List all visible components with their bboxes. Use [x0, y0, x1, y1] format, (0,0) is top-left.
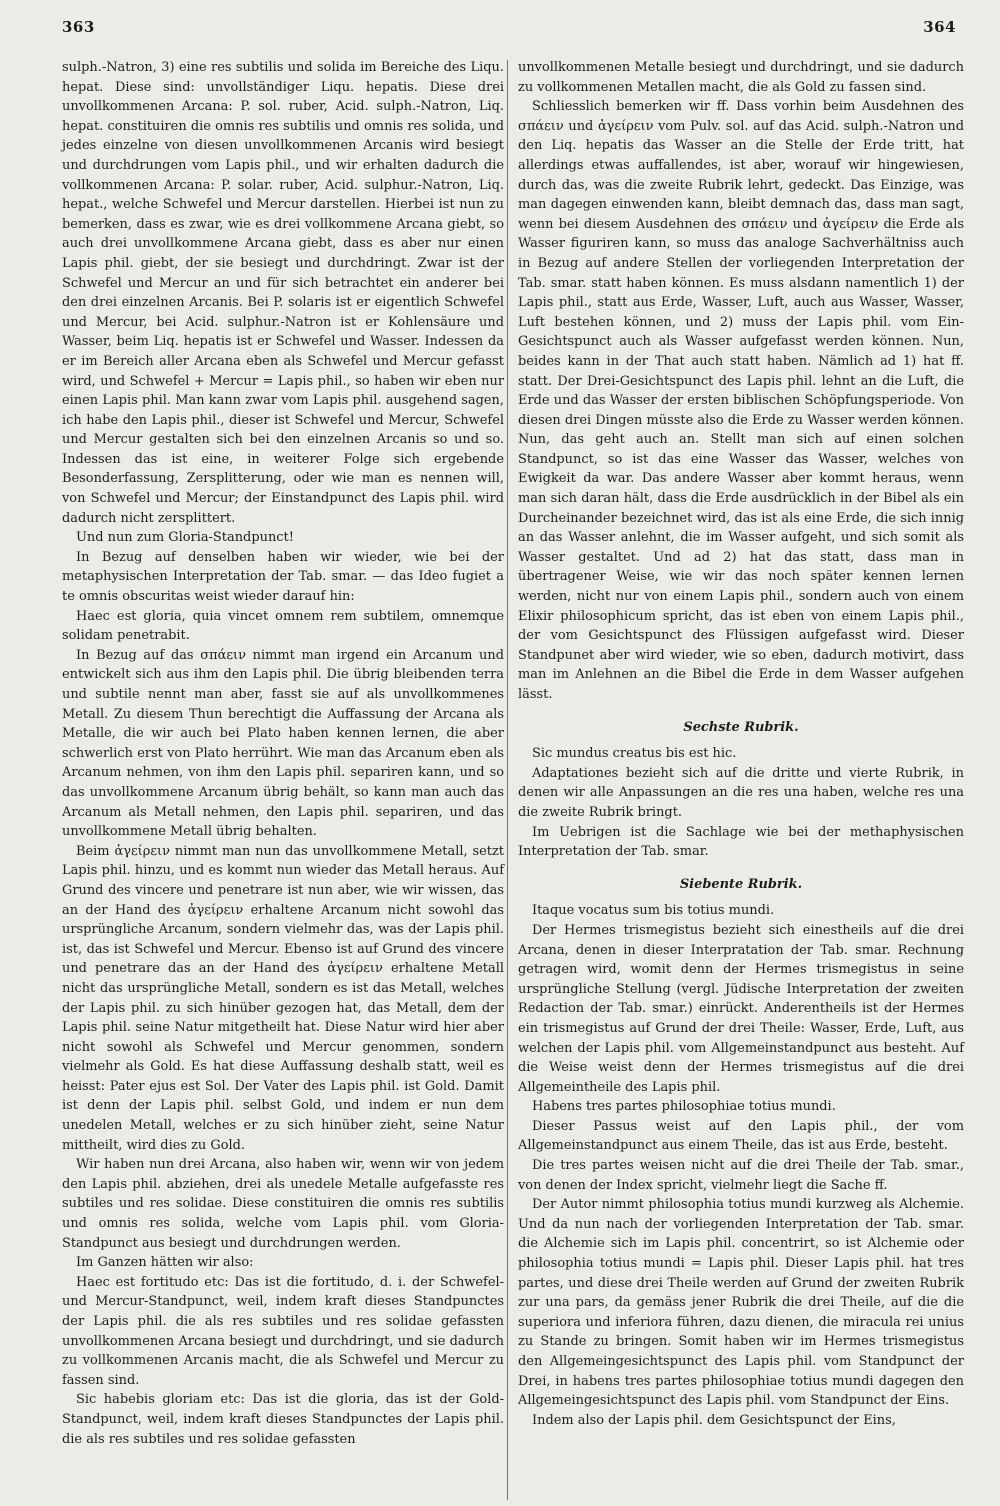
paragraph: Im Uebrigen ist die Sachlage wie bei der methaphysischen Interpretation der Tab. smar. [518, 824, 964, 860]
section-heading-six: Sechste Rubrik. [683, 719, 799, 735]
right-column [518, 58, 964, 1430]
paragraph: In Bezug auf denselben haben wir wieder, wie bei der metaphysischen Interpretation der Tab. smar. — das Ideo fugiet a te omnis obscuritas weist wieder darauf hin: [62, 549, 504, 605]
paragraph: Schliesslich bemerken wir ff. Dass vorhin beim Ausdehnen des σπάειν und ἀγείρειν vom Pulv. sol. auf das Acid. sulph.-Natron und den Liq. hepatis das Wasser an die Stelle der Erde tritt, hat allerdings etwas auffallendes, ist aber, worauf wir hingewiesen, durch das, was die zweite Rubrik lehrt, gedeckt. Das Einzige, was man dagegen einwenden kann, bleibt demnach das, dass man sagt, wenn bei diesem Ausdehnen des σπάειν und ἀγείρειν die Erde als Wasser figuriren kann, so muss das analoge Sachverhältniss auch in Bezug auf andere Stellen der vorliegenden Interpretation der Tab. smar. statt haben können. Es muss alsdann namentlich 1) der Lapis phil., statt aus Erde, Wasser, Luft, auch aus Wasser, Wasser, Luft bestehen können, und 2) muss der Lapis phil. vom Ein-Gesichtspunct auch als Wasser aufgefasst werden können. Nun, beides kann in der That auch statt haben. Nämlich ad 1) hat ff. statt. Der Drei-Gesichtspunct des Lapis phil. lehnt an die Luft, die Erde und das Wasser der ersten biblischen Schöpfungsperiode. Von diesen drei Dingen müsste also die Erde zu Wasser werden können. Nun, das geht auch an. Stellt man sich auf einen solchen Standpunct, so ist das eine Wasser das Wasser, welches von Ewigkeit da war. Das andere Wasser aber kommt heraus, wenn man sich daran hält, dass die Erde ausdrücklich in der Bibel als ein Durcheinander bezeichnet wird, das ist als eine Erde, die sich innig an das Wasser anlehnt, die im Wasser aufgeht, und sich somit als Wasser gestaltet. Und ad 2) hat das statt, dass man in übertragener Weise, wie wir das noch später kennen lernen werden, nicht nur von einem Lapis phil., sondern auch von einem Elixir philosophicum spricht, das ist eben von einem Lapis phil., der vom Gesichtspunct des Flüssigen aufgefasst wird. Dieser Standpunet aber wird wieder, wie so eben, dadurch motivirt, dass man im Anlehnen an die Bibel die Erde in dem Wasser aufgehen lässt. [518, 99, 964, 702]
paragraph: In Bezug auf das σπάειν nimmt man irgend ein Arcanum und entwickelt sich aus ihm den Lapis phil. Die übrig bleibenden terra und subtile nennt man aber, fasst sie auf als unvollkommenes Metall. Zu diesem Thun berechtigt die Auffassung der Arcana als Metalle, die wir auch bei Plato haben kennen lernen, die aber schwerlich erst von Plato herrührt. Wie man das Arcanum eben als Arcanum nehmen, von ihm den Lapis phil. separiren kann, und so das unvollkommene Arcanum übrig behält, so kann man auch das Arcanum als Metall nehmen, den Lapis phil. separiren, und das unvollkommene Metall übrig behalten. [62, 647, 504, 840]
paragraph: Sic mundus creatus bis est hic. [532, 746, 737, 762]
paragraph: Habens tres partes philosophiae totius mundi. [532, 1099, 836, 1115]
paragraph: Der Autor nimmt philosophia totius mundi kurzweg als Alchemie. Und da nun nach der vorliegenden Interpretation der Tab. smar. die Alchemie sich im Lapis phil. concentrirt, so ist Alchemie oder philosophia totius mundi = Lapis phil. Dieser Lapis phil. hat tres partes, und diese drei Theile werden auf Grund der zweiten Rubrik zur una pars, da gemäss jener Rubrik die drei Theile, auf die die superiora und inferiora führen, dazu dienen, die miracula rei unius zu Stande zu bringen. Somit haben wir im Hermes trismegistus den Allgemeingesichtspunct des Lapis phil. vom Standpunct der Drei, in habens tres partes philosophiae totius mundi dagegen den Allgemeingesichtspunct des Lapis phil. vom Standpunct der Eins. [518, 1197, 964, 1409]
paragraph: Haec est fortitudo etc: Das ist die fortitudo, d. i. der Schwefel- und Mercur-Standpunct, weil, indem kraft dieses Standpunctes der Lapis phil. die als res subtiles und res solidae gefassten unvollkommenen Arcana besiegt und durchdringt, und sie dadurch zu vollkommenen Arcanis macht, die als Schwefel und Mercur zu fassen sind. [62, 1274, 504, 1388]
paragraph: Wir haben nun drei Arcana, also haben wir, wenn wir von jedem den Lapis phil. abziehen, drei als unedele Metalle aufgefasste res subtiles und res solidae. Diese constituiren die omnis res subtilis und omnis res solida, welche vom Lapis phil. vom Gloria-Standpunct aus besiegt und durchdrungen werden. [62, 1157, 504, 1251]
section-heading-seven: Siebente Rubrik. [679, 876, 803, 892]
paragraph: Und nun zum Gloria-Standpunct! [76, 530, 294, 546]
paragraph: sulph.-Natron, 3) eine res subtilis und solida im Bereiche des Liqu. hepat. Diese sind: unvollständiger Liqu. hepatis. Diese drei unvollkommenen Arcana: P. sol. ruber, Acid. sulph.-Natron, Liq. hepat. constituiren die omnis res subtilis und omnis res solida, und jedes einzelne von diesen unvollkommenen Arcanis wird besiegt und durchdrungen vom Lapis phil., und wir erhalten dadurch die vollkommenen Arcana: P. solar. ruber, Acid. sulphur.-Natron, Liq. hepat., welche Schwefel und Mercur darstellen. Hierbei ist nun zu bemerken, dass es zwar, wie es drei vollkommene Arcana giebt, so auch drei unvollkommene Arcana giebt, dass es aber nur einen Lapis phil. giebt, der sie besiegt und durchdringt. Zwar ist der Schwefel und Mercur an und für sich betrachtet ein anderer bei den drei einzelnen Arcanis. Bei P. solaris ist er eigentlich Schwefel und Mercur, bei Acid. sulphur.-Natron ist er Kohlensäure und Wasser, beim Liq. hepatis ist er Schwefel und Wasser. Indessen da er im Bereich aller Arcana eben als Schwefel und Mercur gefasst wird, und Schwefel + Mercur = Lapis phil., so haben wir eben nur einen Lapis phil. Man kann zwar vom Lapis phil. ausgehend sagen, ich habe den Lapis phil., dieser ist Schwefel und Mercur, Schwefel und Mercur gestalten sich bei den einzelnen Arcanis so und so. Indessen das ist eine, in weiterer Folge sich ergebende Besonderfassung, Zersplitterung, oder wie man es nennen will, von Schwefel und Mercur; der Einstandpunct des Lapis phil. wird dadurch nicht zersplittert. [62, 60, 504, 526]
page-number-left: 363 [62, 18, 95, 36]
paragraph: Dieser Passus weist auf den Lapis phil., der vom Allgemeinstandpunct aus einem Theile, das ist aus Erde, besteht. [518, 1118, 964, 1154]
paragraph: Adaptationes bezieht sich auf die dritte und vierte Rubrik, in denen wir alle Anpassungen an die res una haben, welche res una die zweite Rubrik bringt. [518, 765, 964, 820]
page-number-right: 364 [923, 18, 956, 36]
column-divider [507, 60, 508, 1500]
paragraph: unvollkommenen Metalle besiegt und durchdringt, und sie dadurch zu vollkommenen Metallen macht, die als Gold zu fassen sind. [518, 60, 964, 95]
paragraph: Haec est gloria, quia vincet omnem rem subtilem, omnemque solidam penetrabit. [62, 608, 504, 644]
paragraph: Die tres partes weisen nicht auf die drei Theile der Tab. smar., von denen der Index spricht, vielmehr liegt die Sache ff. [518, 1158, 964, 1193]
paragraph: Indem also der Lapis phil. dem Gesichtspunct der Eins, [532, 1412, 896, 1428]
paragraph: Sic habebis gloriam etc: Das ist die gloria, das ist der Gold-Standpunct, weil, indem kraft dieses Standpunctes der Lapis phil. die als res subtiles und res solidae gefassten [62, 1392, 504, 1447]
paragraph: Beim ἀγείρειν nimmt man nun das unvollkommene Metall, setzt Lapis phil. hinzu, und es kommt nun wieder das Metall heraus. Auf Grund des vincere und penetrare ist nun aber, wie wir wissen, das an der Hand des ἀγείρειν erhaltene Arcanum nicht sowohl das ursprüngliche Arcanum, sondern vielmehr das, was der Lapis phil. ist, das ist Schwefel und Mercur. Ebenso ist auf Grund des vincere und penetrare das an der Hand des ἀγείρειν erhaltene Metall nicht das ursprüngliche Metall, sondern es ist das Metall, welches der Lapis phil. zu sich hinüber gezogen hat, das Metall, dem der Lapis phil. seine Natur mitgetheilt hat. Diese Natur wird hier aber nicht sowohl als Schwefel und Mercur genommen, sondern vielmehr als Gold. Es hat diese Auffassung deshalb statt, weil es heisst: Pater ejus est Sol. Der Vater des Lapis phil. ist Gold. Damit ist denn der Lapis phil. selbst Gold, und indem er nun dem unedelen Metall, welches er zu sich hinüber zieht, seine Natur mittheilt, wird dies zu Gold. [62, 843, 504, 1153]
paragraph: Der Hermes trismegistus bezieht sich einestheils auf die drei Arcana, denen in dieser Interpratation der Tab. smar. Rechnung getragen wird, womit denn der Hermes trismegistus in seine ursprüngliche Stellung (vergl. Jüdische Interpretation der zweiten Redaction der Tab. smar.) einrückt. Anderentheils ist der Hermes ein trismegistus auf Grund der drei Theile: Wasser, Erde, Luft, aus welchen der Lapis phil. vom Allgemeinstandpunct aus besteht. Auf die Weise weist denn der Hermes trismegistus auf die drei Allgemeintheile des Lapis phil. [518, 922, 964, 1095]
left-column [62, 58, 504, 1449]
paragraph: Itaque vocatus sum bis totius mundi. [532, 903, 775, 919]
paragraph: Im Ganzen hätten wir also: [76, 1255, 254, 1271]
